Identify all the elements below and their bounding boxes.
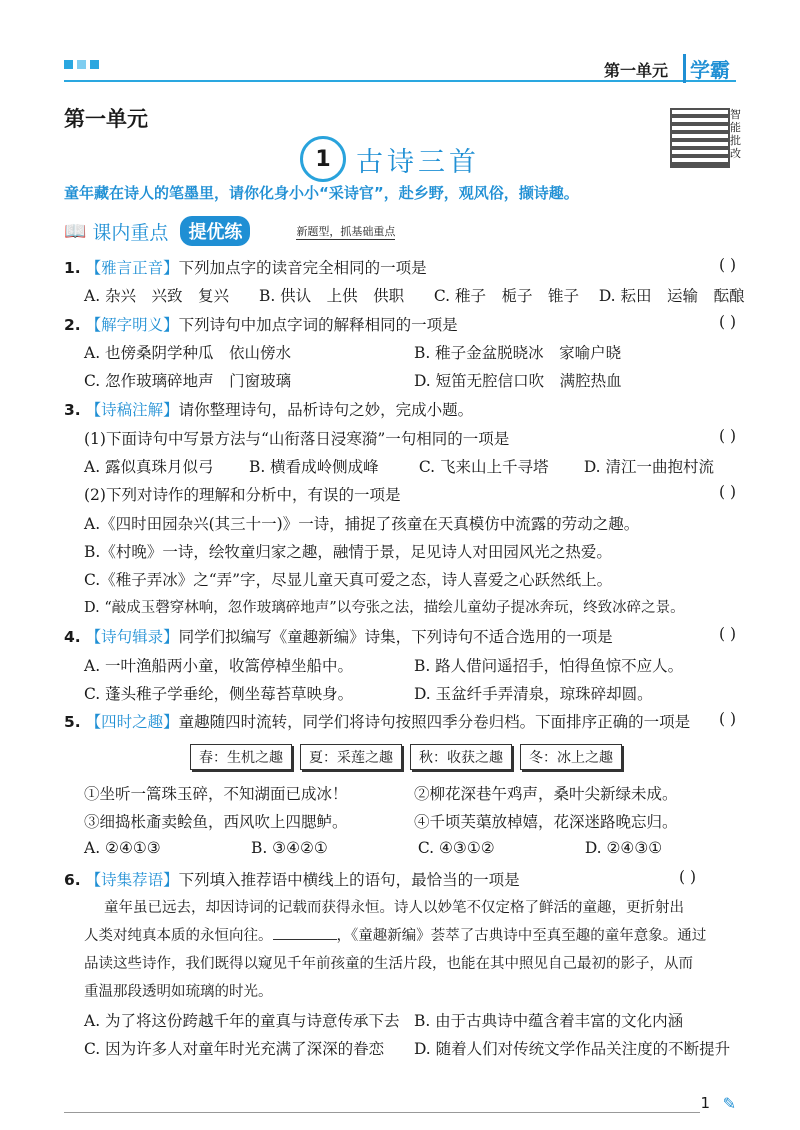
question-tag: 【诗稿注解】	[85, 401, 179, 419]
section-header	[64, 216, 395, 246]
option-d[interactable]: D. ②④③①	[584, 839, 663, 857]
option-a[interactable]: A. 也傍桑阴学种瓜 依山傍水	[84, 344, 292, 362]
season-spring: 春：生机之趣	[190, 744, 292, 770]
lesson-title: 古诗三首	[356, 146, 480, 178]
question-tag: 【诗句辑录】	[85, 628, 179, 646]
question-text: 下列诗句中加点字词的解释相同的一项是	[178, 316, 458, 334]
option-a[interactable]: A. 一叶渔船两小童，收篙停棹坐船中。	[84, 657, 354, 675]
option-a[interactable]: A. 露似真珠月似弓	[84, 458, 214, 476]
q6-options-row2	[84, 1037, 736, 1059]
option-b[interactable]: B.《村晚》一诗，绘牧童归家之趣，融情于景，足见诗人对田园风光之热爱。	[84, 543, 612, 561]
option-d[interactable]: D. “敲成玉磬穿林响，忽作玻璃碎地声”以夸张之法，描绘儿童幼子提冰奔玩，终致冰碎之景。	[84, 600, 685, 616]
poem-line-4: ④千顷芙蕖放棹嬉，花深迷路晚忘归。	[413, 813, 678, 831]
fill-blank[interactable]	[273, 939, 337, 940]
option-a[interactable]: A. 杂兴 兴致 复兴	[84, 287, 230, 305]
q4-options-row2	[84, 682, 736, 704]
q1-options	[84, 284, 745, 306]
poem-line-1: ①坐听一篙珠玉碎，不知湖面已成冰！	[84, 785, 348, 803]
q5-options	[84, 839, 736, 857]
question-3	[64, 398, 736, 420]
question-tag: 【四时之趣】	[85, 713, 179, 731]
option-c[interactable]: C. 蓬头稚子学垂纶，侧坐莓苔草映身。	[84, 685, 354, 703]
poem-line-3: ③细捣枨齑卖鲙鱼，西风吹上四腮鲈。	[84, 813, 348, 831]
option-b[interactable]: B. 供认 上供 供职	[258, 287, 405, 305]
option-d[interactable]: D. 随着人们对传统文学作品关注度的不断提升	[413, 1040, 731, 1058]
passage-text: ，《童趣新编》荟萃了古典诗中至真至趣的童年意象。通过	[336, 928, 707, 944]
passage-line-2	[84, 924, 736, 945]
subquestion-text: (2)下列对诗作的理解和分析中，有误的一项是	[84, 486, 401, 504]
option-c[interactable]: C. 飞来山上千寻塔	[418, 458, 549, 476]
q2-options-row1	[84, 341, 736, 363]
answer-blank[interactable]: ( )	[718, 427, 736, 445]
question-2	[64, 313, 736, 335]
unit-title: 第一单元	[64, 107, 148, 131]
q2-options-row2	[84, 369, 736, 391]
option-b[interactable]: B. 路人借问遥招手，怕得鱼惊不应人。	[413, 657, 684, 675]
answer-blank[interactable]: ( )	[678, 868, 696, 886]
question-number: 2.	[64, 316, 81, 334]
passage-text: 人类对纯真本质的永恒向往。	[84, 928, 273, 944]
season-winter: 冬：冰上之趣	[520, 744, 622, 770]
header-decoration	[64, 60, 99, 69]
option-d[interactable]: D. 短笛无腔信口吹 满腔热血	[413, 372, 622, 390]
lesson-number: 1	[300, 136, 346, 182]
qr-caption: 智能批改	[730, 108, 741, 160]
option-b[interactable]: B. ③④②①	[250, 839, 328, 857]
question-text: 请你整理诗句，品析诗句之妙，完成小题。	[178, 401, 474, 419]
question-text: 同学们拟编写《童趣新编》诗集，下列诗句不适合选用的一项是	[178, 628, 613, 646]
option-b[interactable]: B. 由于古典诗中蕴含着丰富的文化内涵	[413, 1012, 684, 1030]
option-c[interactable]: C. 稚子 栀子 锥子	[433, 287, 580, 305]
question-text: 下列填入推荐语中横线上的语句，最恰当的一项是	[178, 871, 520, 889]
passage-line-4: 重温那段透明如琉璃的时光。	[84, 984, 273, 1000]
book-icon: 📖	[64, 220, 87, 242]
question-number: 4.	[64, 628, 81, 646]
q6-options-row1	[84, 1009, 736, 1031]
question-number: 6.	[64, 871, 81, 889]
question-tag: 【解字明义】	[85, 316, 179, 334]
pencil-icon: ✎	[722, 1094, 736, 1113]
option-d[interactable]: D. 清江一曲抱村流	[583, 458, 715, 476]
question-text: 童趣随四时流转，同学们将诗句按照四季分卷归档。下面排序正确的一项是	[178, 713, 691, 731]
option-a[interactable]: A. 为了将这份跨越千年的童真与诗意传承下去	[84, 1012, 400, 1030]
question-tag: 【雅言正音】	[85, 259, 179, 277]
question-5	[64, 710, 736, 732]
q4-options-row1	[84, 654, 736, 676]
option-b[interactable]: B. 稚子金盆脱晓冰 家喻户晓	[413, 344, 622, 362]
option-d[interactable]: D. 玉盆纤手弄清泉，琼珠碎却圆。	[413, 685, 653, 703]
option-a[interactable]: A.《四时田园杂兴(其三十一)》一诗，捕捉了孩童在天真模仿中流露的劳动之趣。	[84, 515, 640, 533]
section-note: 新题型，抓基础重点	[296, 224, 396, 238]
q3-sub2	[84, 483, 736, 505]
passage-line-3: 品读这些诗作，我们既得以窥见千年前孩童的生活片段，也能在其中照见自己最初的影子，从而	[84, 956, 693, 972]
option-c[interactable]: C.《稚子弄冰》之“弄”字，尽显儿童天真可爱之态，诗人喜爱之心跃然纸上。	[84, 571, 613, 589]
q3-sub1-options	[84, 455, 736, 477]
answer-blank[interactable]: ( )	[718, 483, 736, 501]
option-d[interactable]: D. 耘田 运输 酝酿	[598, 287, 745, 305]
lesson-heading	[300, 136, 480, 182]
passage-line-1: 童年虽已远去，却因诗词的记载而获得永恒。诗人以妙笔不仅定格了鲜活的童趣，更折射出	[104, 900, 684, 916]
question-tag: 【诗集荐语】	[85, 871, 179, 889]
option-c[interactable]: C. 忽作玻璃碎地声 门窗玻璃	[84, 372, 292, 390]
question-number: 3.	[64, 401, 81, 419]
q3-sub1	[84, 427, 736, 449]
q5-lines-row1	[84, 782, 736, 804]
brand-logo: 学霸	[683, 54, 730, 83]
answer-blank[interactable]: ( )	[718, 710, 736, 728]
header-unit: 第一单元	[603, 61, 668, 80]
qr-code-icon[interactable]	[670, 108, 730, 168]
answer-blank[interactable]: ( )	[718, 313, 736, 331]
option-a[interactable]: A. ②④①③	[84, 839, 161, 857]
question-1	[64, 256, 736, 278]
season-autumn: 秋：收获之趣	[410, 744, 512, 770]
option-c[interactable]: C. 因为许多人对童年时光充满了深深的眷恋	[84, 1040, 385, 1058]
season-boxes	[190, 744, 622, 770]
answer-blank[interactable]: ( )	[718, 256, 736, 274]
season-summer: 夏：采莲之趣	[300, 744, 402, 770]
section-badge: 提优练	[180, 216, 250, 246]
q5-lines-row2	[84, 810, 736, 832]
subquestion-text: (1)下面诗句中写景方法与“山衔落日浸寒漪”一句相同的一项是	[84, 430, 510, 448]
footer-rule	[64, 1112, 700, 1113]
question-4	[64, 625, 736, 647]
option-c[interactable]: C. ④③①②	[417, 839, 495, 857]
question-number: 5.	[64, 713, 81, 731]
question-6	[64, 868, 736, 890]
answer-blank[interactable]: ( )	[718, 625, 736, 643]
option-b[interactable]: B. 横看成岭侧成峰	[248, 458, 379, 476]
poem-line-2: ②柳花深巷午鸡声，桑叶尖新绿未成。	[413, 785, 678, 803]
intro-text: 童年藏在诗人的笔墨里，请你化身小小“采诗官”，赴乡野，观风俗，撷诗趣。	[64, 184, 579, 202]
section-title: 课内重点	[92, 221, 169, 244]
question-number: 1.	[64, 259, 81, 277]
question-text: 下列加点字的读音完全相同的一项是	[178, 259, 427, 277]
page-number: 1	[700, 1094, 710, 1112]
